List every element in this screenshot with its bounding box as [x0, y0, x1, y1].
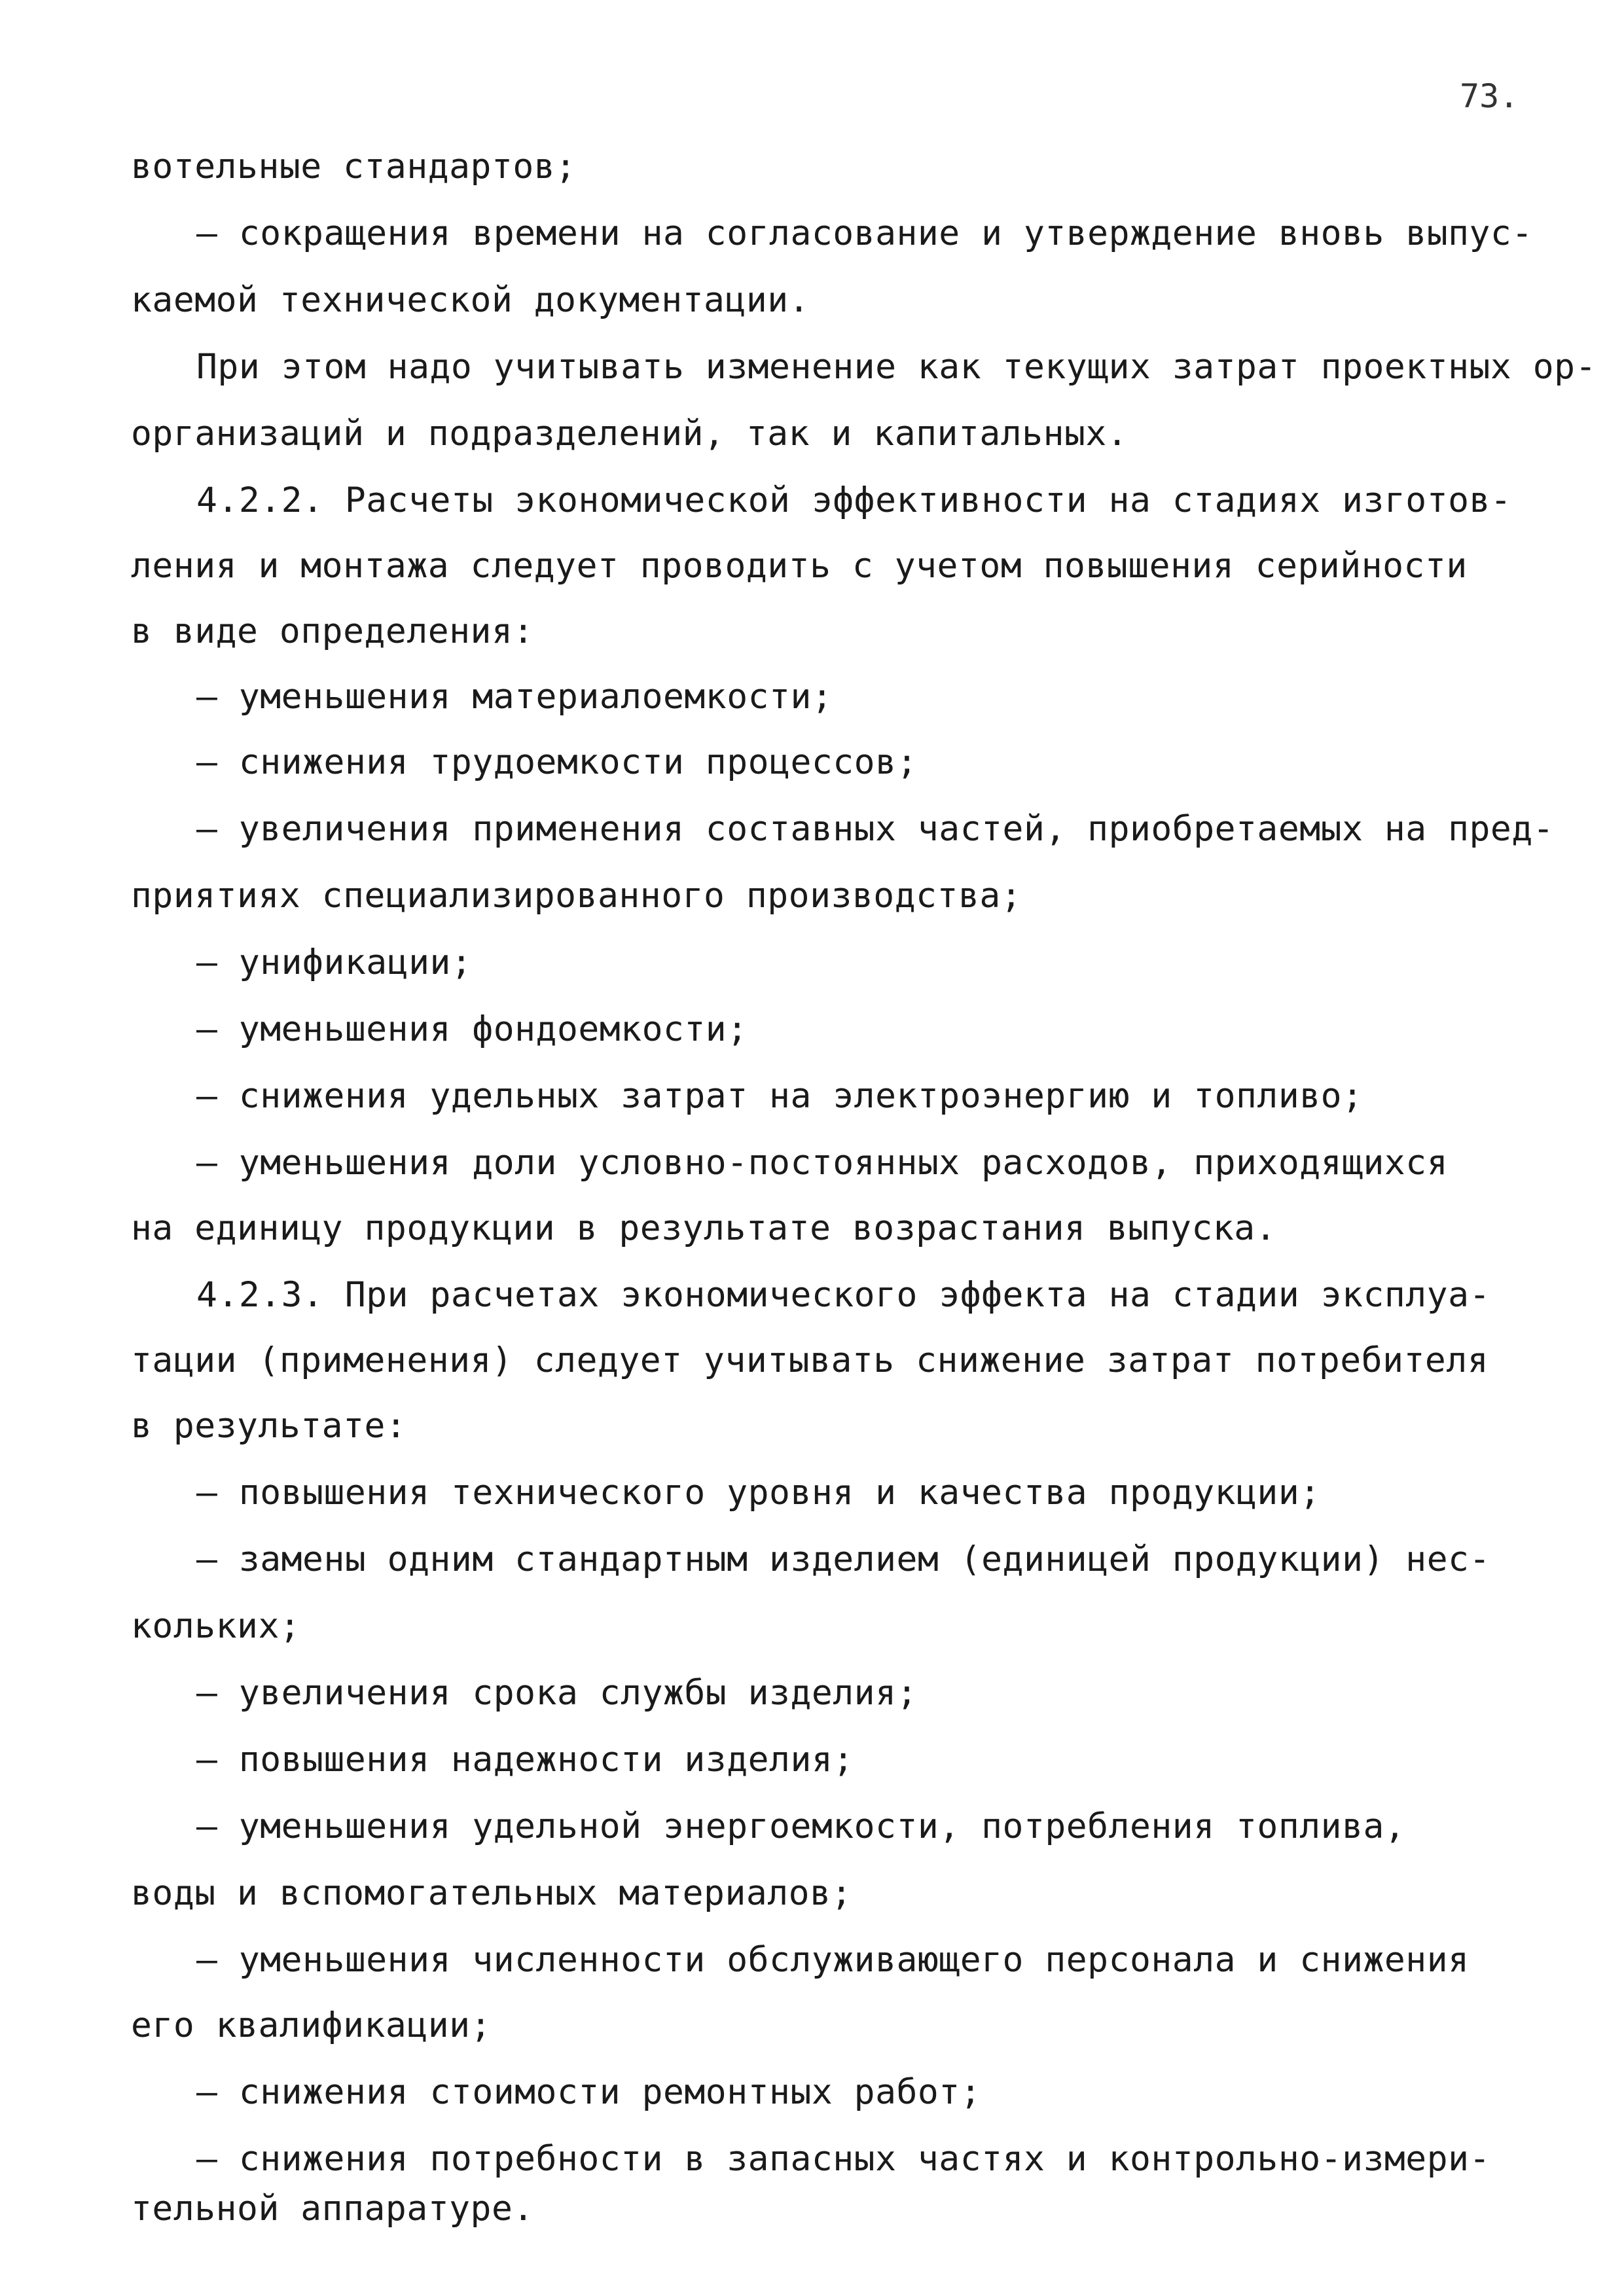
list-item: – уменьшения доли условно-постоянных расходов, приходящихся	[196, 1143, 1449, 1183]
list-item: – увеличения срока службы изделия;	[196, 1673, 918, 1713]
list-item: – снижения трудоемкости процессов;	[196, 742, 918, 782]
list-item: – повышения надежности изделия;	[196, 1740, 854, 1780]
text-line: в результате:	[131, 1406, 407, 1446]
text-line: воды и вспомогательных материалов;	[131, 1873, 852, 1913]
list-item: – повышения технического уровня и качества продукции;	[196, 1473, 1321, 1513]
list-item: – уменьшения фондоемкости;	[196, 1009, 748, 1049]
text-line: кольких;	[131, 1606, 301, 1646]
text-line: вотельные стандартов;	[131, 147, 577, 187]
list-item: – замены одним стандартным изделием (единицей продукции) нес-	[196, 1539, 1490, 1579]
text-line: на единицу продукции в результате возрастания выпуска.	[131, 1208, 1277, 1248]
list-item: – унификации;	[196, 942, 473, 982]
list-item: – уменьшения численности обслуживающего персонала и снижения	[196, 1940, 1470, 1980]
list-item: – снижения потребности в запасных частях и контрольно-измери-	[196, 2139, 1490, 2179]
section-heading-4-2-2: 4.2.2. Расчеты экономической эффективности на стадиях изготов-	[196, 480, 1512, 520]
list-item: – увеличения применения составных частей, приобретаемых на пред-	[196, 809, 1555, 849]
list-item: – уменьшения удельной энергоемкости, потребления топлива,	[196, 1806, 1406, 1846]
text-line: каемой технической документации.	[131, 280, 810, 320]
text-line: тельной аппаратуре.	[131, 2189, 534, 2229]
text-line: приятиях специализированного производства;	[131, 876, 1022, 916]
text-line: При этом надо учитывать изменение как текущих затрат проектных ор-	[196, 347, 1597, 387]
text-line: в виде определения:	[131, 611, 534, 651]
page-number: 73.	[1460, 77, 1519, 115]
list-item: – снижения стоимости ремонтных работ;	[196, 2072, 982, 2112]
section-heading-4-2-3: 4.2.3. При расчетах экономического эффекта на стадии эксплуа-	[196, 1275, 1490, 1315]
text-line: его квалификации;	[131, 2005, 492, 2045]
text-line: организаций и подразделений, так и капитальных.	[131, 414, 1128, 454]
text-line: – сокращения времени на согласование и утверждение вновь выпус-	[196, 213, 1533, 253]
list-item: – снижения удельных затрат на электроэнергию и топливо;	[196, 1076, 1363, 1116]
text-line: тации (применения) следует учитывать снижение затрат потребителя	[131, 1340, 1489, 1380]
list-item: – уменьшения материалоемкости;	[196, 677, 833, 717]
text-line: ления и монтажа следует проводить с учетом повышения серийности	[131, 546, 1468, 586]
